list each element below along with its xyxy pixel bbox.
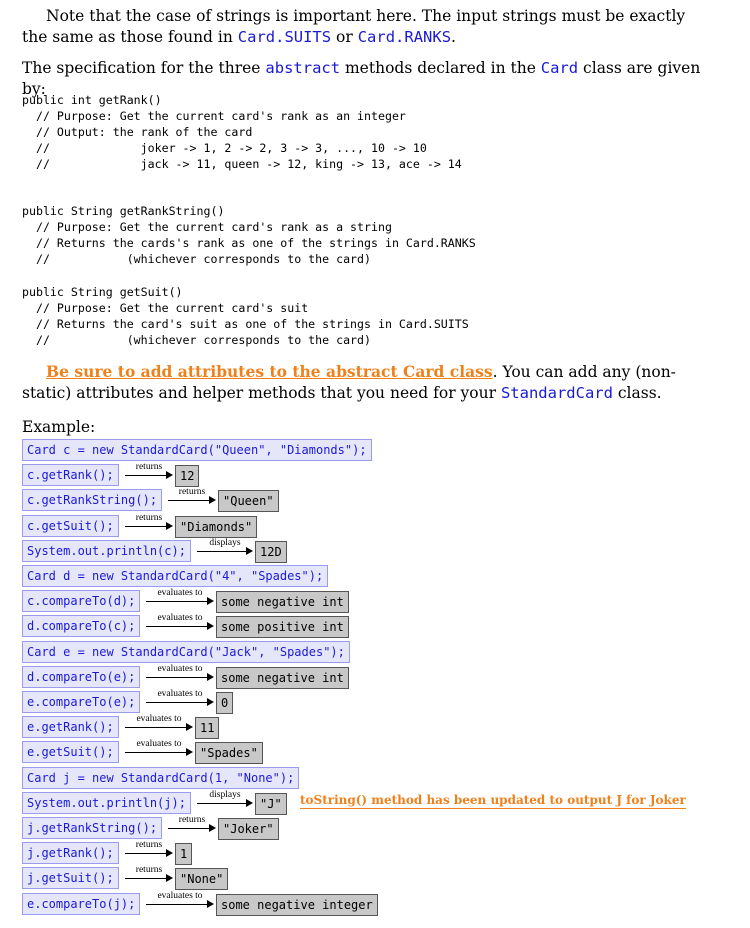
intro-code-ranks: Card.RANKS [357,28,452,46]
example-arrow-label: evaluates to [136,739,182,750]
spec-text-1: The specification for the three [22,59,266,77]
example-arrow-label: returns [135,512,163,523]
example-arrow-label: evaluates to [157,613,203,624]
example-arrow-label: evaluates to [136,714,182,725]
arrow-line [125,526,167,527]
example-result: some negative int [216,591,349,613]
attributes-warning: Be sure to add attributes to the abstract Card class [46,362,493,381]
arrow-line [168,828,210,829]
example-code: j.getRank(); [22,842,119,864]
example-arrow-label: displays [209,537,241,548]
arrow-line [146,702,208,703]
intro-text-1: Note that the case of strings is important here. The input strings must be exactly the same as those found in [22,7,686,46]
example-arrow-label: evaluates to [157,689,203,699]
example-arrow [197,789,253,814]
example-arrow [125,842,173,864]
example-result: "None" [175,868,228,890]
example-result: "Diamonds" [175,516,257,538]
example-arrow-label: evaluates to [157,588,203,599]
example-result: some negative int [216,667,349,689]
example-code: e.compareTo(j); [22,893,140,915]
spec-text-2: methods declared in the [340,59,541,77]
example-arrow [125,716,193,738]
arrow-head-icon [246,547,253,555]
example-code: Card c = new StandardCard("Queen", "Diamonds"); [22,439,372,461]
example-code: j.getSuit(); [22,867,119,889]
arrow-line [197,803,247,804]
arrow-line [125,878,167,879]
spec-code-abstract: abstract [265,59,341,77]
example-code: d.compareTo(c); [22,615,140,637]
arrow-head-icon [166,849,173,857]
example-arrow [168,489,216,511]
example-result: 11 [195,717,219,739]
example-arrow [125,867,173,889]
arrow-line [125,853,167,854]
arrow-head-icon [207,673,214,681]
example-arrow-label: returns [178,487,206,498]
spec-get-rank: public int getRank() // Purpose: Get the current card's rank as an integer // Output: the rank of the card // joker -> 1, 2 -> 2, 3 -> 3, ..., 10 -> 10 // jack -> 11, queen -> 12, king -> 13, ace -> 14 [22,93,462,171]
spec-get-suit: public String getSuit() // Purpose: Get the current card's suit // Returns the card's suit as one of the strings in Card.SUITS // (whichever corresponds to the card) [22,285,469,347]
example-code: e.getSuit(); [22,741,119,763]
example-code: c.getRankString(); [22,489,162,511]
example-arrow-label: displays [209,789,241,800]
spec-get-rank-string: public String getRankString() // Purpose: Get the current card's rank as a string // Returns the cards's rank as one of the strings in Card.RANKS // (whichever corresponds to the card) [22,204,476,266]
example-result: "Joker" [218,818,279,840]
example-result: some negative integer [216,894,378,916]
arrow-head-icon [207,900,214,908]
joker-note: toString() method has been updated to output J for Joker [300,792,686,807]
example-code: Card d = new StandardCard("4", "Spades"); [22,565,328,587]
example-code: c.compareTo(d); [22,590,140,612]
arrow-line [125,475,167,476]
example-code: c.getRank(); [22,464,119,486]
arrow-head-icon [166,471,173,479]
example-result: "Queen" [218,490,279,512]
intro-text-3: . [451,28,456,46]
example-result: 12D [255,541,287,563]
example-arrow [168,817,216,839]
arrow-head-icon [207,597,214,605]
intro-code-suits: Card.SUITS [237,28,332,46]
example-arrow-label: evaluates to [157,890,203,901]
arrow-head-icon [166,522,173,530]
example-code: d.compareTo(e); [22,666,140,688]
spec-text-3: class are given by: [22,59,701,98]
arrow-head-icon [207,622,214,630]
arrow-line [197,551,247,552]
arrow-head-icon [207,698,214,706]
example-arrow-label: returns [178,815,206,825]
example-code: System.out.println(c); [22,540,191,562]
arrow-head-icon [186,748,193,756]
example-arrow [146,663,214,688]
example-result: 12 [175,465,199,487]
arrow-head-icon [246,799,253,807]
arrow-line [168,500,210,501]
example-code: j.getRankString(); [22,817,162,839]
example-arrow-label: returns [135,865,163,876]
intro-paragraph [22,6,712,48]
example-code: Card j = new StandardCard(1, "None"); [22,767,299,789]
example-code: c.getSuit(); [22,515,119,537]
example-result: 1 [175,843,192,865]
example-arrow [146,691,214,713]
arrow-line [146,677,208,678]
example-result: "J" [255,793,287,815]
intro-text-2: or [331,28,358,46]
example-code: Card e = new StandardCard("Jack", "Spades"); [22,641,350,663]
example-code: e.compareTo(e); [22,691,140,713]
example-code: e.getRank(); [22,716,119,738]
example-arrow [125,464,173,486]
example-arrow [125,512,173,537]
example-arrow [146,590,214,612]
example-heading: Example: [22,418,96,436]
example-arrow-label: returns [135,462,163,473]
arrow-line [125,727,187,728]
example-result: 0 [216,692,233,714]
example-arrow [146,615,214,637]
arrow-line [146,601,208,602]
arrow-head-icon [209,824,216,832]
attributes-paragraph [22,361,712,404]
example-result: some positive int [216,616,349,638]
arrow-head-icon [209,496,216,504]
example-arrow [125,741,193,763]
example-arrow [146,890,214,915]
arrow-line [125,752,187,753]
example-result: "Spades" [195,742,263,764]
example-arrow-label: returns [135,840,163,851]
attributes-text-1: . You can add any (non-static) attributes and helper methods that you need for your [22,363,676,402]
arrow-head-icon [166,874,173,882]
attributes-text-2: class. [612,384,662,402]
spec-code-card: Card [540,59,579,77]
example-code: System.out.println(j); [22,792,191,814]
example-arrow [197,537,253,562]
attributes-code-standardcard: StandardCard [500,384,613,402]
arrow-line [146,626,208,627]
arrow-line [146,904,208,905]
example-arrow-label: evaluates to [157,663,203,674]
arrow-head-icon [186,723,193,731]
